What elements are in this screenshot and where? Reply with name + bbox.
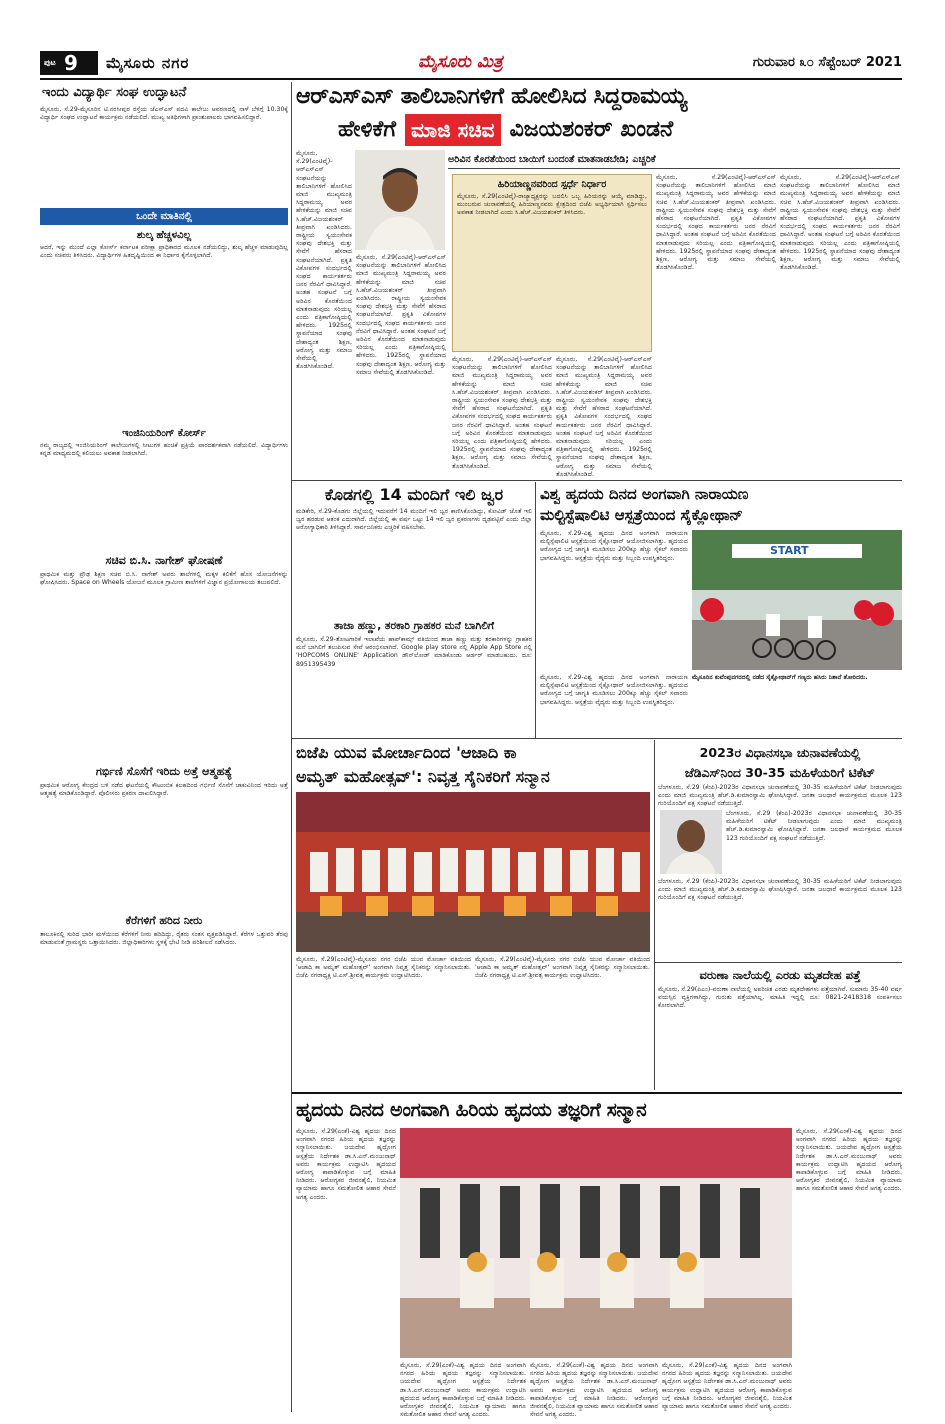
box-title: ಒಂದೇ ಮಾತಿನಲ್ಲಿ [40,208,288,225]
heart-body-continued: ಮೈಸೂರು, ಸೆ.29-ವಿಶ್ವ ಹೃದಯ ದಿನದ ಅಂಗವಾಗಿ ನಾರಾಯಣ ಮಲ್ಟಿಸ್ಪೆಷಾಲಿಟಿ ಆಸ್ಪತ್ರೆಯಿಂದ ಸೈಕ್ಲೋಥಾನ್ ಆಯೋಜಿಸಲಾಗಿತ್ತು. ಹೃದಯದ ಆರೋಗ್ಯದ ಬಗ್ಗೆ ಜಾಗೃತಿ ಮೂಡಿಸಲು 200ಕ್ಕೂ ಹೆಚ್ಚು ಸೈಕಲ್ ಸವಾರರು ಭಾಗವಹಿಸಿದ್ದರು. ಆಸ್ಪತ್ರೆಯ ವೈದ್ಯರು ಮತ್ತು ಸಿಬ್ಬಂದಿ ಉಪಸ್ಥಿತರಿದ್ದರು. [540,674,688,706]
masthead: ಮೈಸೂರು ಮಿತ್ರ [418,52,503,72]
vijayashankar-photo [355,150,445,250]
header-rule [40,78,902,80]
issue-date: ಗುರುವಾರ ೩೦ ಸೆಪ್ಟೆಂಬರ್ 2021 [752,55,902,70]
lead-body-left: ಮೈಸೂರು, ಸೆ.29(ಎಂಟಿವೈ)-ಆರ್‌ಎಸ್‌ಎಸ್ ಸಂಘಟನೆಯನ್ನು ತಾಲಿಬಾನಿಗಳಿಗೆ ಹೋಲಿಸಿದ ಮಾಜಿ ಮುಖ್ಯಮಂತ್ರಿ ಸಿದ್ದರಾಮಯ್ಯ ಅವರ ಹೇಳಿಕೆಯನ್ನು ಮಾಜಿ ಸಚಿವ ಸಿ.ಹೆಚ್.ವಿಜಯಶಂಕರ್ ತೀವ್ರವಾಗಿ ಖಂಡಿಸಿದರು. ರಾಷ್ಟ್ರೀಯ ಸ್ವಯಂಸೇವಕ ಸಂಘವು ದೇಶಭಕ್ತಿ ಮತ್ತು ಸೇವೆಗೆ ಹೆಸರಾದ ಸಂಘಟನೆಯಾಗಿದೆ. ಪ್ರಕೃತಿ ವಿಕೋಪಗಳ ಸಂದರ್ಭದಲ್ಲಿ ಸಂಘದ ಕಾರ್ಯಕರ್ತರು ಜನರ ನೆರವಿಗೆ ಧಾವಿಸಿದ್ದಾರೆ. ಅಂತಹ ಸಂಘಟನೆ ಬಗ್ಗೆ ಅರಿವಿನ ಕೊರತೆಯಿಂದ ಮಾತನಾಡುವುದು ಸರಿಯಲ್ಲ ಎಂದು ಪತ್ರಿಕಾಗೋಷ್ಠಿಯಲ್ಲಿ ಹೇಳಿದರು. 1925ರಲ್ಲಿ ಸ್ಥಾಪನೆಯಾದ ಸಂಘವು ದೇಶಾದ್ಯಂತ ಶಿಕ್ಷಣ, ಆರೋಗ್ಯ ಮತ್ತು ಸಮಾಜ ಸೇವೆಯಲ್ಲಿ ತೊಡಗಿಸಿಕೊಂಡಿದೆ. [296,150,352,371]
bottom-title: ಹೃದಯ ದಿನದ ಅಂಗವಾಗಿ ಹಿರಿಯ ಹೃದಯ ತಜ್ಞರಿಗೆ ಸನ್ಮಾನ [296,1099,647,1121]
kodagu-title: ಕೊಡಗಲ್ಲಿ 14 ಮಂದಿಗೆ ಇಲಿ ಜ್ವರ [324,485,504,504]
lead-body-col3: ಮೈಸೂರು, ಸೆ.29(ಎಂಟಿವೈ)-ಆರ್‌ಎಸ್‌ಎಸ್ ಸಂಘಟನೆಯನ್ನು ತಾಲಿಬಾನಿಗಳಿಗೆ ಹೋಲಿಸಿದ ಮಾಜಿ ಮುಖ್ಯಮಂತ್ರಿ ಸಿದ್ದರಾಮಯ್ಯ ಅವರ ಹೇಳಿಕೆಯನ್ನು ಮಾಜಿ ಸಚಿವ ಸಿ.ಹೆಚ್.ವಿಜಯಶಂಕರ್ ತೀವ್ರವಾಗಿ ಖಂಡಿಸಿದರು. ರಾಷ್ಟ್ರೀಯ ಸ್ವಯಂಸೇವಕ ಸಂಘವು ದೇಶಭಕ್ತಿ ಮತ್ತು ಸೇವೆಗೆ ಹೆಸರಾದ ಸಂಘಟನೆಯಾಗಿದೆ. ಪ್ರಕೃತಿ ವಿಕೋಪಗಳ ಸಂದರ್ಭದಲ್ಲಿ ಸಂಘದ ಕಾರ್ಯಕರ್ತರು ಜನರ ನೆರವಿಗೆ ಧಾವಿಸಿದ್ದಾರೆ. ಅಂತಹ ಸಂಘಟನೆ ಬಗ್ಗೆ ಅರಿವಿನ ಕೊರತೆಯಿಂದ ಮಾತನಾಡುವುದು ಸರಿಯಲ್ಲ ಎಂದು ಪತ್ರಿಕಾಗೋಷ್ಠಿಯಲ್ಲಿ ಹೇಳಿದರು. 1925ರಲ್ಲಿ ಸ್ಥಾಪನೆಯಾದ ಸಂಘವು ದೇಶಾದ್ಯಂತ ಶಿಕ್ಷಣ, ಆರೋಗ್ಯ ಮತ್ತು ಸಮಾಜ ಸೇವೆಯಲ್ಲಿ ತೊಡಗಿಸಿಕೊಂಡಿದೆ. [452,356,552,470]
sub2-body: ನಮ್ಮ ರಾಜ್ಯದಲ್ಲಿ ಇಂಜಿನಿಯರಿಂಗ್ ಕಾಲೇಜುಗಳಲ್ಲಿ ಸೀಟುಗಳ ಹಂಚಿಕೆ ಪ್ರಕ್ರಿಯೆ ಪಾರದರ್ಶಕವಾಗಿ ನಡೆಯಲಿದೆ. ವಿದ್ಯಾರ್ಥಿಗಳು ಕನ್ನಡ ಮಾಧ್ಯಮದಲ್ಲಿ ಕಲಿಯಲು ಅವಕಾಶ ನೀಡಲಾಗಿದೆ. [40,442,288,458]
heart-body: ಮೈಸೂರು, ಸೆ.29-ವಿಶ್ವ ಹೃದಯ ದಿನದ ಅಂಗವಾಗಿ ನಾರಾಯಣ ಮಲ್ಟಿಸ್ಪೆಷಾಲಿಟಿ ಆಸ್ಪತ್ರೆಯಿಂದ ಸೈಕ್ಲೋಥಾನ್ ಆಯೋಜಿಸಲಾಗಿತ್ತು. ಹೃದಯದ ಆರೋಗ್ಯದ ಬಗ್ಗೆ ಜಾಗೃತಿ ಮೂಡಿಸಲು 200ಕ್ಕೂ ಹೆಚ್ಚು ಸೈಕಲ್ ಸವಾರರು ಭಾಗವಹಿಸಿದ್ದರು. ಆಸ್ಪತ್ರೆಯ ವೈದ್ಯರು ಮತ್ತು ಸಿಬ್ಬಂದಿ ಉಪಸ್ಥಿತರಿದ್ದರು. [540,530,688,562]
bottom-body-c2: ಮೈಸೂರು, ಸೆ.29(ಎಂಕೆ)-ವಿಶ್ವ ಹೃದಯ ದಿನದ ಅಂಗವಾಗಿ ನಗರದ ಹಿರಿಯ ಹೃದಯ ತಜ್ಞರನ್ನು ಸನ್ಮಾನಿಸಲಾಯಿತು. ಜಯದೇವ ಹೃದ್ರೋಗ ಆಸ್ಪತ್ರೆಯ ನಿರ್ದೇಶಕ ಡಾ.ಸಿ.ಎನ್.ಮಂಜುನಾಥ್ ಅವರು ಕಾರ್ಯಕ್ರಮ ಉದ್ಘಾಟಿಸಿ ಹೃದಯದ ಆರೋಗ್ಯ ಕಾಪಾಡಿಕೊಳ್ಳುವ ಬಗ್ಗೆ ಮಾಹಿತಿ ನೀಡಿದರು. ಆರೋಗ್ಯಕರ ಜೀವನಶೈಲಿ, ನಿಯಮಿತ ವ್ಯಾಯಾಮ ಹಾಗೂ ಸಮತೋಲಿತ ಆಹಾರ ಸೇವನೆ ಅಗತ್ಯ ಎಂದರು. [530,1362,658,1419]
inset-title: ಹಿರಿಯಾಣ್ಣನವರಿಂದ ಸ್ಪರ್ಧೆ ನಿರ್ಧಾರ [497,179,607,190]
story1-title: ಇಂದು ವಿದ್ಯಾರ್ಥಿ ಸಂಘ ಉದ್ಘಾಟನೆ [42,85,187,100]
lead-bottom-rule [292,480,902,481]
inset-body: ಮೈಸೂರು, ಸೆ.29(ಎಂಟಿವೈ)-ರಾಜ್ಯಾಧ್ಯಕ್ಷರನ್ನು ಬದಲಿಸಿ ಒಬ್ಬ ಹಿರಿಯರನ್ನು ಆಯ್ಕೆ ಮಾಡಿದ್ದು, ಮುಂಬರುವ ಚುನಾವಣೆಯಲ್ಲಿ ಹಿರಿಯಾಣ್ಣನವರು ಕ್ಷೇತ್ರದಿಂದ ಬಿಜೆಪಿ ಅಭ್ಯರ್ಥಿಯಾಗಿ ಸ್ಪರ್ಧಿಸಲು ಅವಕಾಶ ನೀಡಲಾಗಿದೆ ಎಂದು ಸಿ.ಹೆಚ್.ವಿಜಯಶಂಕರ್ ತಿಳಿಸಿದರು. [457,193,647,217]
cyclothon-photo [692,530,902,670]
bottom-body-right: ಮೈಸೂರು, ಸೆ.29(ಎಂಕೆ)-ವಿಶ್ವ ಹೃದಯ ದಿನದ ಅಂಗವಾಗಿ ನಗರದ ಹಿರಿಯ ಹೃದಯ ತಜ್ಞರನ್ನು ಸನ್ಮಾನಿಸಲಾಯಿತು. ಜಯದೇವ ಹೃದ್ರೋಗ ಆಸ್ಪತ್ರೆಯ ನಿರ್ದೇಶಕ ಡಾ.ಸಿ.ಎನ್.ಮಂಜುನಾಥ್ ಅವರು ಕಾರ್ಯಕ್ರಮ ಉದ್ಘಾಟಿಸಿ ಹೃದಯದ ಆರೋಗ್ಯ ಕಾಪಾಡಿಕೊಳ್ಳುವ ಬಗ್ಗೆ ಮಾಹಿತಿ ನೀಡಿದರು. ಆರೋಗ್ಯಕರ ಜೀವನಶೈಲಿ, ನಿಯಮಿತ ವ್ಯಾಯಾಮ ಹಾಗೂ ಸಮತೋಲಿತ ಆಹಾರ ಸೇವನೆ ಅಗತ್ಯ ಎಂದರು. [796,1128,902,1193]
jds-body-top: ಬೆಂಗಳೂರು, ಸೆ.29 (ಕೆಂಪಿ)-2023ರ ವಿಧಾನಸಭಾ ಚುನಾವಣೆಯಲ್ಲಿ 30-35 ಮಹಿಳೆಯರಿಗೆ ಟಿಕೆಟ್ ನೀಡಲಾಗುವುದು ಎಂದು ಮಾಜಿ ಮುಖ್ಯಮಂತ್ರಿ ಹೆಚ್.ಡಿ.ಕುಮಾರಸ್ವಾಮಿ ಘೋಷಿಸಿದ್ದಾರೆ. ಜನತಾ ಜಲಧಾರೆ ಕಾರ್ಯಕ್ರಮದ ಮೂಲಕ 123 ಗುರಿಯೊಂದಿಗೆ ಪಕ್ಷ ಸಂಘಟನೆ ನಡೆಯುತ್ತಿದೆ. [658,784,902,808]
lead-headline-line2 [338,114,900,146]
sub3-title: ಸಚಿವ ಬಿ.ಸಿ. ನಾಗೇಶ್ ಘೋಷಣೆ [105,554,223,567]
kodagu-body: ಮಡಿಕೇರಿ, ಸೆ.29-ಕೊಡಗು ಜಿಲ್ಲೆಯಲ್ಲಿ ಇದುವರೆಗೆ 14 ಮಂದಿಗೆ ಇಲಿ ಜ್ವರ ಕಾಣಿಸಿಕೊಂಡಿದ್ದು, ಕೋವಿಡ್ ಜೊತೆ ಇಲಿ ಜ್ವರ ಹರಡುವ ಆತಂಕ ಎದುರಾಗಿದೆ. ಜಿಲ್ಲೆಯಲ್ಲಿ ಈ ವರ್ಷ ಒಟ್ಟು 14 ಇಲಿ ಜ್ವರ ಪ್ರಕರಣಗಳು ದೃಢಪಟ್ಟಿವೆ ಎಂದು ಜಿಲ್ಲಾ ಆರೋಗ್ಯಾಧಿಕಾರಿ ತಿಳಿಸಿದ್ದಾರೆ. ಸಾರ್ವಜನಿಕರು ಎಚ್ಚರಿಕೆ ವಹಿಸಬೇಕು. [296,508,532,532]
start-banner-text: START [770,544,809,557]
sub4-body: ಪ್ರಾಥಮಿಕ ಆರೋಗ್ಯ ಕೇಂದ್ರದ ಬಳಿ ನಡೆದ ಘಟನೆಯಲ್ಲಿ ಕೌಟುಂಬಿಕ ಕಲಹದಿಂದ ಗರ್ಭಿಣಿ ಸೊಸೆಗೆ ಚಾಕುವಿನಿಂದ ಇರಿದು ಅತ್ತೆ ಆತ್ಮಹತ್ಯೆ ಮಾಡಿಕೊಂಡಿದ್ದಾರೆ. ಪೊಲೀಸರು ಪ್ರಕರಣ ದಾಖಲಿಸಿದ್ದಾರೆ. [40,782,288,798]
lead-headline-c: ವಿಜಯಶಂಕರ್ ಖಂಡನೆ [509,117,674,142]
cyclothon-caption: ಮೈಸೂರಿನ ಕುವೆಂಪುನಗರದಲ್ಲಿ ನಡೆದ ಸೈಕ್ಲೋಥಾನ್‌ಗೆ ಗಣ್ಯರು ಹಸಿರು ನಿಶಾನೆ ತೋರಿದರು. [692,674,868,681]
lead-body-col6: ಮೈಸೂರು, ಸೆ.29(ಎಂಟಿವೈ)-ಆರ್‌ಎಸ್‌ಎಸ್ ಸಂಘಟನೆಯನ್ನು ತಾಲಿಬಾನಿಗಳಿಗೆ ಹೋಲಿಸಿದ ಮಾಜಿ ಮುಖ್ಯಮಂತ್ರಿ ಸಿದ್ದರಾಮಯ್ಯ ಅವರ ಹೇಳಿಕೆಯನ್ನು ಮಾಜಿ ಸಚಿವ ಸಿ.ಹೆಚ್.ವಿಜಯಶಂಕರ್ ತೀವ್ರವಾಗಿ ಖಂಡಿಸಿದರು. ರಾಷ್ಟ್ರೀಯ ಸ್ವಯಂಸೇವಕ ಸಂಘವು ದೇಶಭಕ್ತಿ ಮತ್ತು ಸೇವೆಗೆ ಹೆಸರಾದ ಸಂಘಟನೆಯಾಗಿದೆ. ಪ್ರಕೃತಿ ವಿಕೋಪಗಳ ಸಂದರ್ಭದಲ್ಲಿ ಸಂಘದ ಕಾರ್ಯಕರ್ತರು ಜನರ ನೆರವಿಗೆ ಧಾವಿಸಿದ್ದಾರೆ. ಅಂತಹ ಸಂಘಟನೆ ಬಗ್ಗೆ ಅರಿವಿನ ಕೊರತೆಯಿಂದ ಮಾತನಾಡುವುದು ಸರಿಯಲ್ಲ ಎಂದು ಪತ್ರಿಕಾಗೋಷ್ಠಿಯಲ್ಲಿ ಹೇಳಿದರು. 1925ರಲ್ಲಿ ಸ್ಥಾಪನೆಯಾದ ಸಂಘವು ದೇಶಾದ್ಯಂತ ಶಿಕ್ಷಣ, ಆರೋಗ್ಯ ಮತ್ತು ಸಮಾಜ ಸೇವೆಯಲ್ಲಿ ತೊಡಗಿಸಿಕೊಂಡಿದೆ. [780,174,900,272]
bottom-body-c1: ಮೈಸೂರು, ಸೆ.29(ಎಂಕೆ)-ವಿಶ್ವ ಹೃದಯ ದಿನದ ಅಂಗವಾಗಿ ನಗರದ ಹಿರಿಯ ಹೃದಯ ತಜ್ಞರನ್ನು ಸನ್ಮಾನಿಸಲಾಯಿತು. ಜಯದೇವ ಹೃದ್ರೋಗ ಆಸ್ಪತ್ರೆಯ ನಿರ್ದೇಶಕ ಡಾ.ಸಿ.ಎನ್.ಮಂಜುನಾಥ್ ಅವರು ಕಾರ್ಯಕ್ರಮ ಉದ್ಘಾಟಿಸಿ ಹೃದಯದ ಆರೋಗ್ಯ ಕಾಪಾಡಿಕೊಳ್ಳುವ ಬಗ್ಗೆ ಮಾಹಿತಿ ನೀಡಿದರು. ಆರೋಗ್ಯಕರ ಜೀವನಶೈಲಿ, ನಿಯಮಿತ ವ್ಯಾಯಾಮ ಹಾಗೂ ಸಮತೋಲಿತ ಆಹಾರ ಸೇವನೆ ಅಗತ್ಯ ಎಂದರು. [400,1362,526,1419]
lead-kicker: ಅರಿವಿನ ಕೊರತೆಯಿಂದ ಬಾಯಿಗೆ ಬಂದಂತೆ ಮಾತನಾಡಬೇಡಿ; ಎಚ್ಚರಿಕೆ [448,154,656,165]
heart-title-line2: ಮಲ್ಟಿಸ್ಪೆಷಾಲಿಟಿ ಆಸ್ಪತ್ರೆಯಿಂದ ಸೈಕ್ಲೋಥಾನ್ [540,506,743,524]
bottom-body-left: ಮೈಸೂರು, ಸೆ.29(ಎಂಕೆ)-ವಿಶ್ವ ಹೃದಯ ದಿನದ ಅಂಗವಾಗಿ ನಗರದ ಹಿರಿಯ ಹೃದಯ ತಜ್ಞರನ್ನು ಸನ್ಮಾನಿಸಲಾಯಿತು. ಜಯದೇವ ಹೃದ್ರೋಗ ಆಸ್ಪತ್ರೆಯ ನಿರ್ದೇಶಕ ಡಾ.ಸಿ.ಎನ್.ಮಂಜುನಾಥ್ ಅವರು ಕಾರ್ಯಕ್ರಮ ಉದ್ಘಾಟಿಸಿ ಹೃದಯದ ಆರೋಗ್ಯ ಕಾಪಾಡಿಕೊಳ್ಳುವ ಬಗ್ಗೆ ಮಾಹಿತಿ ನೀಡಿದರು. ಆರೋಗ್ಯಕರ ಜೀವನಶೈಲಿ, ನಿಯಮಿತ ವ್ಯಾಯಾಮ ಹಾಗೂ ಸಮತೋಲಿತ ಆಹಾರ ಸೇವನೆ ಅಗತ್ಯ ಎಂದರು. [296,1128,396,1201]
varuna-body: ಮೈಸೂರು, ಸೆ.29(ಪಿಎಂ)-ವರುಣಾ ನಾಲೆಯಲ್ಲಿ ಅಪರಿಚಿತ ಎರಡು ಮೃತದೇಹಗಳು ಪತ್ತೆಯಾಗಿವೆ. ಸುಮಾರು 35-40 ವರ್ಷ ವಯಸ್ಸಿನ ವ್ಯಕ್ತಿಗಳಾಗಿದ್ದು, ಗುರುತು ಪತ್ತೆಯಾಗಿಲ್ಲ. ಮಾಹಿತಿ ಇದ್ದಲ್ಲಿ ದೂ: 0821-2418318 ಸಂಪರ್ಕಿಸಲು ಕೋರಲಾಗಿದೆ. [658,986,902,1010]
sub3-body: ಪ್ರಾಥಮಿಕ ಮತ್ತು ಪ್ರೌಢ ಶಿಕ್ಷಣ ಸಚಿವ ಬಿ.ಸಿ. ನಾಗೇಶ್ ಅವರು ಶಾಲೆಗಳಲ್ಲಿ ಮಕ್ಕಳ ಕಲಿಕೆಗೆ ಹೊಸ ಯೋಜನೆಗಳನ್ನು ಘೋಷಿಸಿದರು. Space on Wheels ಯೋಜನೆ ಮೂಲಕ ಗ್ರಾಮೀಣ ಶಾಲೆಗಳಿಗೆ ವಿಜ್ಞಾನ ಪ್ರಯೋಗಾಲಯ ತಲುಪಲಿದೆ. [40,571,288,587]
fruit-body: ಮೈಸೂರು, ಸೆ.29-ತೋಟಗಾರಿಕೆ ಇಲಾಖೆಯ ಹಾಪ್‌ಕಾಮ್ಸ್ ವತಿಯಿಂದ ತಾಜಾ ಹಣ್ಣು ಮತ್ತು ತರಕಾರಿಗಳನ್ನು ಗ್ರಾಹಕರ ಮನೆ ಬಾಗಿಲಿಗೆ ತಲುಪಿಸುವ ಸೇವೆ ಆರಂಭಿಸಲಾಗಿದೆ. Google play store ನಲ್ಲಿ Apple App Store ನಲ್ಲಿ 'HOPCOMS ONLINE' Application ಡೌನ್‌ಲೋಡ್ ಮಾಡಿಕೊಂಡು ಆರ್ಡರ್ ಮಾಡಬಹುದು. ದೂ: 8951395439 [296,636,532,668]
jds-title-line2: ಜೆಡಿಎಸ್‌ನಿಂದ 30-35 ಮಹಿಳೆಯರಿಗೆ ಟಿಕೆಟ್ [684,765,876,780]
page-number: 9 [64,51,78,75]
sub2-title: ಇಂಜಿನಿಯರಿಂಗ್ ಕೋರ್ಸ್ [122,428,206,439]
lead-headline-line1: ಆರ್‌ಎಸ್‌ಎಸ್ ತಾಲಿಬಾನಿಗಳಿಗೆ ಹೋಲಿಸಿದ ಸಿದ್ದರಾಮಯ್ಯ [296,84,687,109]
left-column [40,82,288,1412]
sub1-body: ಆದರೆ, ಇನ್ನು ಮುಂದೆ ಎಲ್ಲಾ ಕೋರ್ಸ್ ಕರ್ನಾಟಕ ಪರೀಕ್ಷಾ ಪ್ರಾಧಿಕಾರದ ಮೂಲಕ ನಡೆಯಲಿದ್ದು, ಶುಲ್ಕ ಹೆಚ್ಚಳ ಮಾಡುವುದಿಲ್ಲ ಎಂದು ಸಚಿವರು ತಿಳಿಸಿದರು. ವಿದ್ಯಾರ್ಥಿಗಳ ಹಿತದೃಷ್ಟಿಯಿಂದ ಈ ನಿರ್ಧಾರ ಕೈಗೊಳ್ಳಲಾಗಿದೆ. [40,244,288,260]
lead-body-col2: ಮೈಸೂರು, ಸೆ.29(ಎಂಟಿವೈ)-ಆರ್‌ಎಸ್‌ಎಸ್ ಸಂಘಟನೆಯನ್ನು ತಾಲಿಬಾನಿಗಳಿಗೆ ಹೋಲಿಸಿದ ಮಾಜಿ ಮುಖ್ಯಮಂತ್ರಿ ಸಿದ್ದರಾಮಯ್ಯ ಅವರ ಹೇಳಿಕೆಯನ್ನು ಮಾಜಿ ಸಚಿವ ಸಿ.ಹೆಚ್.ವಿಜಯಶಂಕರ್ ತೀವ್ರವಾಗಿ ಖಂಡಿಸಿದರು. ರಾಷ್ಟ್ರೀಯ ಸ್ವಯಂಸೇವಕ ಸಂಘವು ದೇಶಭಕ್ತಿ ಮತ್ತು ಸೇವೆಗೆ ಹೆಸರಾದ ಸಂಘಟನೆಯಾಗಿದೆ. ಪ್ರಕೃತಿ ವಿಕೋಪಗಳ ಸಂದರ್ಭದಲ್ಲಿ ಸಂಘದ ಕಾರ್ಯಕರ್ತರು ಜನರ ನೆರವಿಗೆ ಧಾವಿಸಿದ್ದಾರೆ. ಅಂತಹ ಸಂಘಟನೆ ಬಗ್ಗೆ ಅರಿವಿನ ಕೊರತೆಯಿಂದ ಮಾತನಾಡುವುದು ಸರಿಯಲ್ಲ ಎಂದು ಪತ್ರಿಕಾಗೋಷ್ಠಿಯಲ್ಲಿ ಹೇಳಿದರು. 1925ರಲ್ಲಿ ಸ್ಥಾಪನೆಯಾದ ಸಂಘವು ದೇಶಾದ್ಯಂತ ಶಿಕ್ಷಣ, ಆರೋಗ್ಯ ಮತ್ತು ಸಮಾಜ ಸೇವೆಯಲ್ಲಿ ತೊಡಗಿಸಿಕೊಂಡಿದೆ. [356,254,446,376]
page-label: ಪುಟ [44,58,56,67]
bjp-title-line1: ಬಿಜೆಪಿ ಯುವ ಮೋರ್ಚಾದಿಂದ 'ಆಜಾದಿ ಕಾ [296,743,517,762]
mid-rule [292,738,902,739]
lead-headline-b: ಮಾಜಿ ಸಚಿವ [405,114,500,146]
sub1-title: ಶುಲ್ಕ ಹೆಚ್ಚಳವಿಲ್ಲ [136,230,192,241]
varuna-title: ವರುಣಾ ನಾಲೆಯಲ್ಲಿ ಎರಡು ಮೃತದೇಹ ಪತ್ತೆ [699,968,861,982]
inset-box [452,174,652,352]
kodagu-divider [535,482,536,738]
left-divider [291,82,292,1412]
jds-title-line1: 2023ರ ವಿಧಾನಸಭಾ ಚುನಾವಣೆಯಲ್ಲಿ [699,745,861,760]
lead-body-col4: ಮೈಸೂರು, ಸೆ.29(ಎಂಟಿವೈ)-ಆರ್‌ಎಸ್‌ಎಸ್ ಸಂಘಟನೆಯನ್ನು ತಾಲಿಬಾನಿಗಳಿಗೆ ಹೋಲಿಸಿದ ಮಾಜಿ ಮುಖ್ಯಮಂತ್ರಿ ಸಿದ್ದರಾಮಯ್ಯ ಅವರ ಹೇಳಿಕೆಯನ್ನು ಮಾಜಿ ಸಚಿವ ಸಿ.ಹೆಚ್.ವಿಜಯಶಂಕರ್ ತೀವ್ರವಾಗಿ ಖಂಡಿಸಿದರು. ರಾಷ್ಟ್ರೀಯ ಸ್ವಯಂಸೇವಕ ಸಂಘವು ದೇಶಭಕ್ತಿ ಮತ್ತು ಸೇವೆಗೆ ಹೆಸರಾದ ಸಂಘಟನೆಯಾಗಿದೆ. ಪ್ರಕೃತಿ ವಿಕೋಪಗಳ ಸಂದರ್ಭದಲ್ಲಿ ಸಂಘದ ಕಾರ್ಯಕರ್ತರು ಜನರ ನೆರವಿಗೆ ಧಾವಿಸಿದ್ದಾರೆ. ಅಂತಹ ಸಂಘಟನೆ ಬಗ್ಗೆ ಅರಿವಿನ ಕೊರತೆಯಿಂದ ಮಾತನಾಡುವುದು ಸರಿಯಲ್ಲ ಎಂದು ಪತ್ರಿಕಾಗೋಷ್ಠಿಯಲ್ಲಿ ಹೇಳಿದರು. 1925ರಲ್ಲಿ ಸ್ಥಾಪನೆಯಾದ ಸಂಘವು ದೇಶಾದ್ಯಂತ ಶಿಕ್ಷಣ, ಆರೋಗ್ಯ ಮತ್ತು ಸಮಾಜ ಸೇವೆಯಲ್ಲಿ ತೊಡಗಿಸಿಕೊಂಡಿದೆ. [556,356,652,478]
bjp-group-photo [296,792,650,952]
jds-rule [655,962,902,963]
heart-title-line1: ವಿಶ್ವ ಹೃದಯ ದಿನದ ಅಂಗವಾಗಿ ನಾರಾಯಣ [540,485,749,503]
bottom-body-c3: ಮೈಸೂರು, ಸೆ.29(ಎಂಕೆ)-ವಿಶ್ವ ಹೃದಯ ದಿನದ ಅಂಗವಾಗಿ ನಗರದ ಹಿರಿಯ ಹೃದಯ ತಜ್ಞರನ್ನು ಸನ್ಮಾನಿಸಲಾಯಿತು. ಜಯದೇವ ಹೃದ್ರೋಗ ಆಸ್ಪತ್ರೆಯ ನಿರ್ದೇಶಕ ಡಾ.ಸಿ.ಎನ್.ಮಂಜುನಾಥ್ ಅವರು ಕಾರ್ಯಕ್ರಮ ಉದ್ಘಾಟಿಸಿ ಹೃದಯದ ಆರೋಗ್ಯ ಕಾಪಾಡಿಕೊಳ್ಳುವ ಬಗ್ಗೆ ಮಾಹಿತಿ ನೀಡಿದರು. ಆರೋಗ್ಯಕರ ಜೀವನಶೈಲಿ, ನಿಯಮಿತ ವ್ಯಾಯಾಮ ಹಾಗೂ ಸಮತೋಲಿತ ಆಹಾರ ಸೇವನೆ ಅಗತ್ಯ ಎಂದರು. [662,1362,792,1411]
page-number-badge [40,51,98,75]
doctors-group-photo [400,1128,792,1358]
section-title: ಮೈಸೂರು ನಗರ [106,54,190,72]
lead-body-col5: ಮೈಸೂರು, ಸೆ.29(ಎಂಟಿವೈ)-ಆರ್‌ಎಸ್‌ಎಸ್ ಸಂಘಟನೆಯನ್ನು ತಾಲಿಬಾನಿಗಳಿಗೆ ಹೋಲಿಸಿದ ಮಾಜಿ ಮುಖ್ಯಮಂತ್ರಿ ಸಿದ್ದರಾಮಯ್ಯ ಅವರ ಹೇಳಿಕೆಯನ್ನು ಮಾಜಿ ಸಚಿವ ಸಿ.ಹೆಚ್.ವಿಜಯಶಂಕರ್ ತೀವ್ರವಾಗಿ ಖಂಡಿಸಿದರು. ರಾಷ್ಟ್ರೀಯ ಸ್ವಯಂಸೇವಕ ಸಂಘವು ದೇಶಭಕ್ತಿ ಮತ್ತು ಸೇವೆಗೆ ಹೆಸರಾದ ಸಂಘಟನೆಯಾಗಿದೆ. ಪ್ರಕೃತಿ ವಿಕೋಪಗಳ ಸಂದರ್ಭದಲ್ಲಿ ಸಂಘದ ಕಾರ್ಯಕರ್ತರು ಜನರ ನೆರವಿಗೆ ಧಾವಿಸಿದ್ದಾರೆ. ಅಂತಹ ಸಂಘಟನೆ ಬಗ್ಗೆ ಅರಿವಿನ ಕೊರತೆಯಿಂದ ಮಾತನಾಡುವುದು ಸರಿಯಲ್ಲ ಎಂದು ಪತ್ರಿಕಾಗೋಷ್ಠಿಯಲ್ಲಿ ಹೇಳಿದರು. 1925ರಲ್ಲಿ ಸ್ಥಾಪನೆಯಾದ ಸಂಘವು ದೇಶಾದ್ಯಂತ ಶಿಕ್ಷಣ, ಆರೋಗ್ಯ ಮತ್ತು ಸಮಾಜ ಸೇವೆಯಲ್ಲಿ ತೊಡಗಿಸಿಕೊಂಡಿದೆ. [656,174,776,272]
fruit-title: ತಾಜಾ ಹಣ್ಣು, ತರಕಾರಿ ಗ್ರಾಹಕರ ಮನೆ ಬಾಗಿಲಿಗೆ [334,620,494,632]
lead-headline-a: ಹೇಳಿಕೆಗೆ [338,117,397,142]
story1-body: ಮೈಸೂರು, ಸೆ.29-ಮೈಸೂರಿನ ಟಿ.ನರಸೀಪುರ ರಸ್ತೆಯ ಜೆಎಸ್‌ಎಸ್ ಪದವಿ ಕಾಲೇಜು ಆವರಣದಲ್ಲಿ ನಾಳೆ ಬೆಳಿಗ್ಗೆ 10.30ಕ್ಕೆ ವಿದ್ಯಾರ್ಥಿ ಸಂಘದ ಉದ್ಘಾಟನೆ ಕಾರ್ಯಕ್ರಮ ನಡೆಯಲಿದೆ. ಮುಖ್ಯ ಅತಿಥಿಗಳಾಗಿ ಪ್ರಾಂಶುಪಾಲರು ಭಾಗವಹಿಸಲಿದ್ದಾರೆ. [40,106,288,122]
sub5-title: ಕೆರೆಗಳಿಗೆ ಹರಿದ ನೀರು [125,914,203,927]
bjp-body-col1: ಮೈಸೂರು, ಸೆ.29(ಎಂಟಿವೈ)-ಮೈಸೂರು ನಗರ ಬಿಜೆಪಿ ಯುವ ಮೋರ್ಚಾ ವತಿಯಿಂದ 'ಆಜಾದಿ ಕಾ ಅಮೃತ್ ಮಹೋತ್ಸವ್' ಅಂಗವಾಗಿ ನಿವೃತ್ತ ಸೈನಿಕರನ್ನು ಸನ್ಮಾನಿಸಲಾಯಿತು. ಬಿಜೆಪಿ ನಗರಾಧ್ಯಕ್ಷ ಟಿ.ಎಸ್.ಶ್ರೀವತ್ಸ ಕಾರ್ಯಕ್ರಮ ಉದ್ಘಾಟಿಸಿದರು. [296,956,471,980]
page-header [40,50,902,76]
bottom-rule [292,1092,902,1094]
jds-body-bottom: ಬೆಂಗಳೂರು, ಸೆ.29 (ಕೆಂಪಿ)-2023ರ ವಿಧಾನಸಭಾ ಚುನಾವಣೆಯಲ್ಲಿ 30-35 ಮಹಿಳೆಯರಿಗೆ ಟಿಕೆಟ್ ನೀಡಲಾಗುವುದು ಎಂದು ಮಾಜಿ ಮುಖ್ಯಮಂತ್ರಿ ಹೆಚ್.ಡಿ.ಕುಮಾರಸ್ವಾಮಿ ಘೋಷಿಸಿದ್ದಾರೆ. ಜನತಾ ಜಲಧಾರೆ ಕಾರ್ಯಕ್ರಮದ ಮೂಲಕ 123 ಗುರಿಯೊಂದಿಗೆ ಪಕ್ಷ ಸಂಘಟನೆ ನಡೆಯುತ್ತಿದೆ. [658,878,902,902]
bjp-title-line2: ಅಮೃತ್ ಮಹೋತ್ಸವ್': ನಿವೃತ್ತ ಸೈನಿಕರಿಗೆ ಸನ್ಮಾನ [296,767,550,786]
kicker-rule [448,168,900,169]
kumaraswamy-photo [660,810,722,874]
bjp-body-col2: ಮೈಸೂರು, ಸೆ.29(ಎಂಟಿವೈ)-ಮೈಸೂರು ನಗರ ಬಿಜೆಪಿ ಯುವ ಮೋರ್ಚಾ ವತಿಯಿಂದ 'ಆಜಾದಿ ಕಾ ಅಮೃತ್ ಮಹೋತ್ಸವ್' ಅಂಗವಾಗಿ ನಿವೃತ್ತ ಸೈನಿಕರನ್ನು ಸನ್ಮಾನಿಸಲಾಯಿತು. ಬಿಜೆಪಿ ನಗರಾಧ್ಯಕ್ಷ ಟಿ.ಎಸ್.ಶ್ರೀವತ್ಸ ಕಾರ್ಯಕ್ರಮ ಉದ್ಘಾಟಿಸಿದರು. [475,956,650,980]
sub4-title: ಗರ್ಭಿಣಿ ಸೊಸೆಗೆ ಇರಿದು ಅತ್ತೆ ಆತ್ಮಹತ್ಯೆ [95,765,233,778]
sub5-body: ತಾಲೂಕಿನಲ್ಲಿ ಸುರಿದ ಭಾರೀ ಮಳೆಯಿಂದ ಕೆರೆಗಳಿಗೆ ನೀರು ಹರಿದಿದ್ದು, ರೈತರು ಸಂತಸ ವ್ಯಕ್ತಪಡಿಸಿದ್ದಾರೆ. ಕೆರೆಗಳ ಒತ್ತುವರಿ ತೆರವು ಮಾಡುವಂತೆ ಗ್ರಾಮಸ್ಥರು ಒತ್ತಾಯಿಸಿದರು. ಜಿಲ್ಲಾಧಿಕಾರಿಗಳು ಸ್ಥಳಕ್ಕೆ ಭೇಟಿ ನೀಡಿ ಪರಿಶೀಲನೆ ನಡೆಸಿದರು. [40,931,288,947]
jds-body-side: ಬೆಂಗಳೂರು, ಸೆ.29 (ಕೆಂಪಿ)-2023ರ ವಿಧಾನಸಭಾ ಚುನಾವಣೆಯಲ್ಲಿ 30-35 ಮಹಿಳೆಯರಿಗೆ ಟಿಕೆಟ್ ನೀಡಲಾಗುವುದು ಎಂದು ಮಾಜಿ ಮುಖ್ಯಮಂತ್ರಿ ಹೆಚ್.ಡಿ.ಕುಮಾರಸ್ವಾಮಿ ಘೋಷಿಸಿದ್ದಾರೆ. ಜನತಾ ಜಲಧಾರೆ ಕಾರ್ಯಕ್ರಮದ ಮೂಲಕ 123 ಗುರಿಯೊಂದಿಗೆ ಪಕ್ಷ ಸಂಘಟನೆ ನಡೆಯುತ್ತಿದೆ. [726,810,902,842]
bjp-divider [654,740,655,1090]
